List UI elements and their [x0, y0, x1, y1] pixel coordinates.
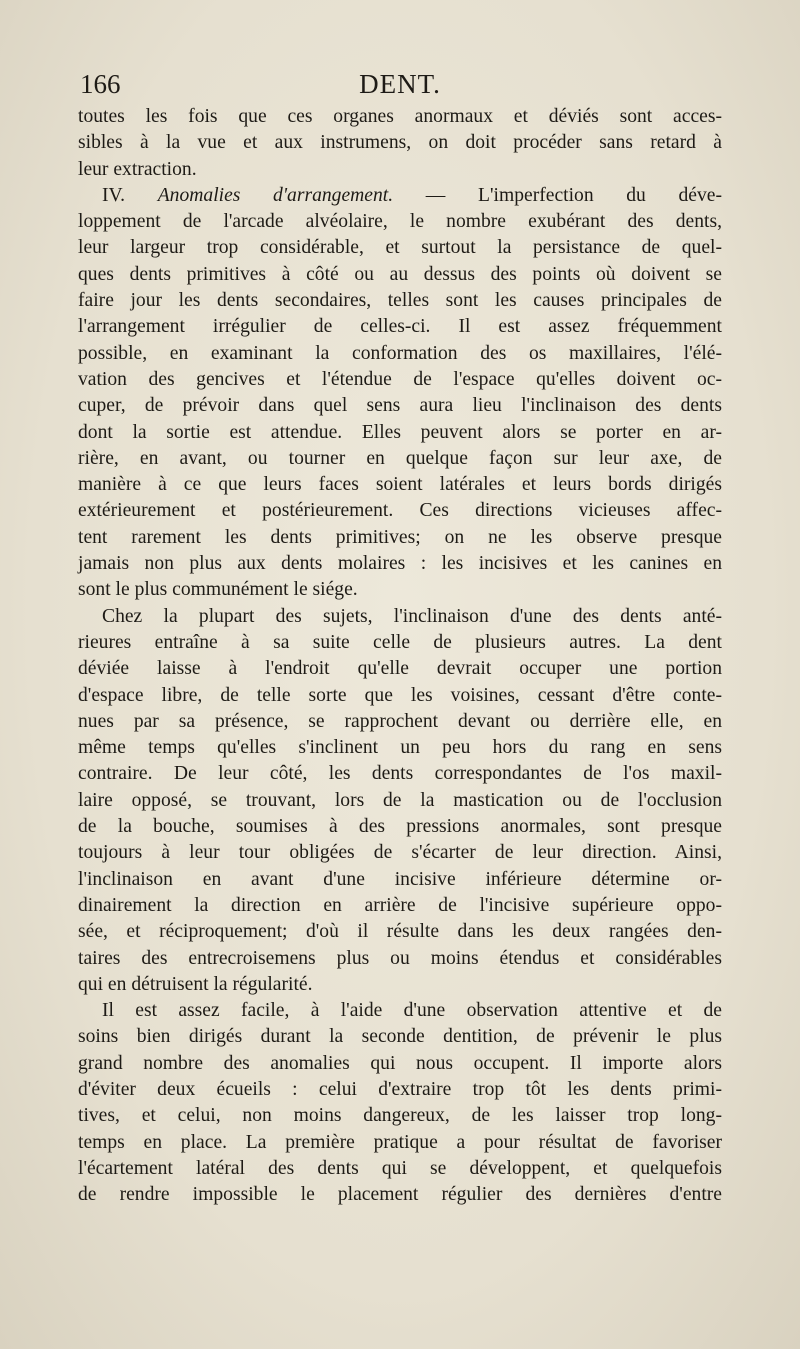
section-heading-line	[78, 183, 722, 209]
text-line: toutes les fois que ces organes anormaux et déviés sont acces-	[78, 106, 722, 127]
text-line: loppement de l'arcade alvéolaire, le nombre exubérant des dents,	[78, 211, 722, 233]
text-line: d'espace libre, de telle sorte que les voisines, cessant d'être conte-	[78, 684, 722, 706]
text-line: cuper, de prévoir dans quel sens aura lieu l'inclinaison des dents	[78, 395, 722, 417]
text-line: dinairement la direction en arrière de l'incisive supérieure oppo-	[78, 894, 722, 916]
text-line: possible, en examinant la conformation des os maxillaires, l'élé-	[78, 342, 722, 364]
text-line: ques dents primitives à côté ou au dessus des points où doivent se	[78, 263, 722, 285]
running-title: DENT.	[359, 69, 441, 99]
text-line: sée, et réciproquement; d'où il résulte dans les deux rangées den-	[78, 921, 722, 943]
text-line: jamais non plus aux dents molaires : les incisives et les canines en	[78, 553, 722, 575]
text-line: leur extraction.	[78, 158, 197, 180]
text-line: laire opposé, se trouvant, lors de la mastication ou de l'occlusion	[78, 789, 722, 811]
section-title: Anomalies d'arrangement.	[157, 184, 394, 206]
body-text	[78, 104, 722, 1208]
text-line: temps en place. La première pratique a pour résultat de favoriser	[78, 1131, 722, 1153]
text-line: Il est assez facile, à l'aide d'une observation attentive et de	[102, 1000, 722, 1022]
text-line: tent rarement les dents primitives; on ne les observe presque	[78, 526, 722, 548]
text-line: l'inclinaison en avant d'une incisive inférieure détermine or-	[78, 868, 722, 890]
text-line: toujours à leur tour obligées de s'écarter de leur direction. Ainsi,	[78, 842, 722, 864]
text-line: déviée laisse à l'endroit qu'elle devrait occuper une portion	[78, 658, 722, 680]
text-line: de la bouche, soumises à des pressions anormales, sont presque	[78, 816, 722, 838]
text-line: rière, en avant, ou tourner en quelque façon sur leur axe, de	[78, 447, 722, 469]
page-header	[80, 64, 720, 104]
page-number: 166	[80, 69, 121, 99]
text-line: qui en détruisent la régularité.	[78, 973, 313, 995]
text-line: d'éviter deux écueils : celui d'extraire trop tôt les dents primi-	[78, 1078, 722, 1100]
section-number: IV.	[102, 184, 126, 206]
text-line: vation des gencives et l'étendue de l'espace qu'elles doivent oc-	[78, 368, 722, 390]
text-line: soins bien dirigés durant la seconde dentition, de prévenir le plus	[78, 1026, 722, 1048]
text-line: contraire. De leur côté, les dents correspondantes de l'os maxil-	[78, 763, 722, 785]
text-line: taires des entrecroisemens plus ou moins étendus et considérables	[78, 947, 722, 969]
text-line: manière à ce que leurs faces soient latérales et leurs bords dirigés	[78, 474, 722, 496]
text-line: nues par sa présence, se rapprochent devant ou derrière elle, en	[78, 710, 722, 732]
section-heading-rest: — L'imperfection du déve-	[425, 184, 722, 206]
text-line: l'écartement latéral des dents qui se développent, et quelquefois	[78, 1157, 722, 1179]
paragraph	[78, 998, 722, 1208]
text-line: de rendre impossible le placement régulier des dernières d'entre	[78, 1184, 722, 1206]
text-line: rieures entraîne à sa suite celle de plusieurs autres. La dent	[78, 631, 722, 653]
text-line: leur largeur trop considérable, et surtout la persistance de quel-	[78, 237, 722, 259]
text-line: faire jour les dents secondaires, telles sont les causes principales de	[78, 290, 722, 312]
paragraph	[78, 604, 722, 998]
text-line: même temps qu'elles s'inclinent un peu hors du rang en sens	[78, 737, 722, 759]
text-line: tives, et celui, non moins dangereux, de les laisser trop long-	[78, 1105, 722, 1127]
text-line: Chez la plupart des sujets, l'inclinaison d'une des dents anté-	[102, 605, 722, 627]
paragraph	[78, 183, 722, 604]
text-line: sont le plus communément le siége.	[78, 579, 358, 601]
text-line: dont la sortie est attendue. Elles peuvent alors se porter en ar-	[78, 421, 722, 443]
text-line: grand nombre des anomalies qui nous occupent. Il importe alors	[78, 1052, 722, 1074]
text-line: extérieurement et postérieurement. Ces directions vicieuses affec-	[78, 500, 722, 522]
paragraph	[78, 104, 722, 183]
text-line: sibles à la vue et aux instrumens, on doit procéder sans retard à	[78, 132, 722, 154]
text-line: l'arrangement irrégulier de celles-ci. Il est assez fréquemment	[78, 316, 722, 338]
